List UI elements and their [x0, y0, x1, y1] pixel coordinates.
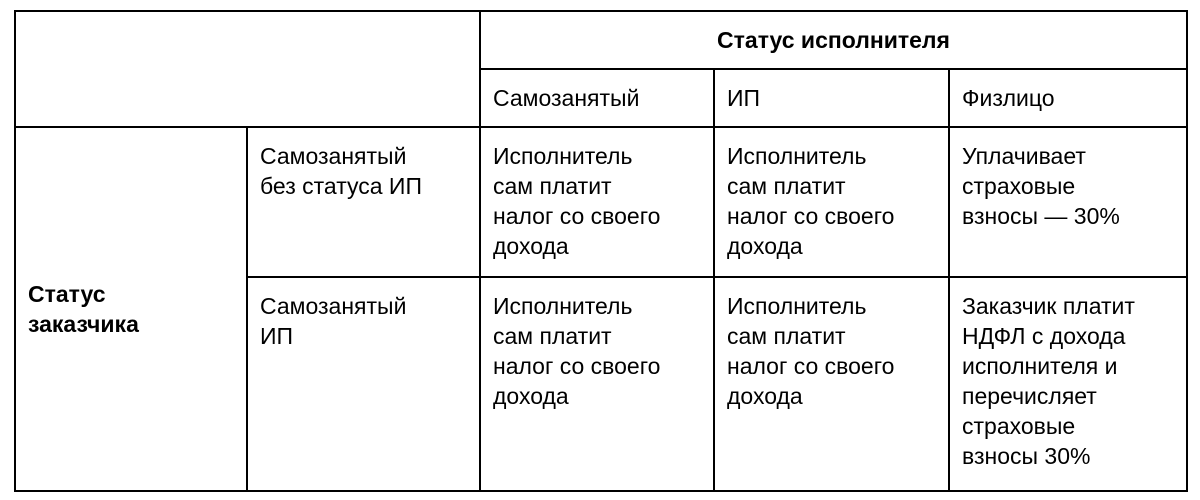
header-row-group: [15, 11, 1187, 69]
customer-status-title: Статус заказчика: [28, 281, 139, 337]
cell-text: Уплачивает страховые взносы — 30%: [962, 143, 1120, 229]
status-table: [14, 10, 1188, 492]
row-label: Самозанятый без статуса ИП: [260, 143, 422, 199]
empty-corner-cell: [15, 11, 480, 127]
customer-status-header: [15, 127, 247, 491]
column-header-ip: [714, 69, 949, 127]
column-header-individual: [949, 69, 1187, 127]
column-header-label: ИП: [727, 85, 761, 111]
executor-status-header: [480, 11, 1187, 69]
column-header-self-employed: [480, 69, 714, 127]
row-label: Самозанятый ИП: [260, 293, 407, 349]
table-cell: [949, 277, 1187, 491]
cell-text: Исполнитель сам платит налог со своего дохода: [493, 293, 661, 409]
cell-text: Исполнитель сам платит налог со своего дохода: [493, 143, 661, 259]
row-label-self-employed-no-ip: [247, 127, 480, 277]
table-cell: [480, 277, 714, 491]
column-header-label: Физлицо: [962, 85, 1055, 111]
cell-text: Исполнитель сам платит налог со своего дохода: [727, 293, 895, 409]
executor-status-title: Статус исполнителя: [717, 27, 950, 53]
status-table-container: [14, 10, 1186, 490]
column-header-label: Самозанятый: [493, 85, 640, 111]
cell-text: Исполнитель сам платит налог со своего дохода: [727, 143, 895, 259]
table-cell: [714, 127, 949, 277]
cell-text: Заказчик платит НДФЛ с дохода исполнителя и перечисляет страховые взносы 30%: [962, 293, 1135, 469]
row-label-self-employed-ip: [247, 277, 480, 491]
table-cell: [949, 127, 1187, 277]
table-cell: [480, 127, 714, 277]
table-cell: [714, 277, 949, 491]
table-row: [15, 127, 1187, 277]
